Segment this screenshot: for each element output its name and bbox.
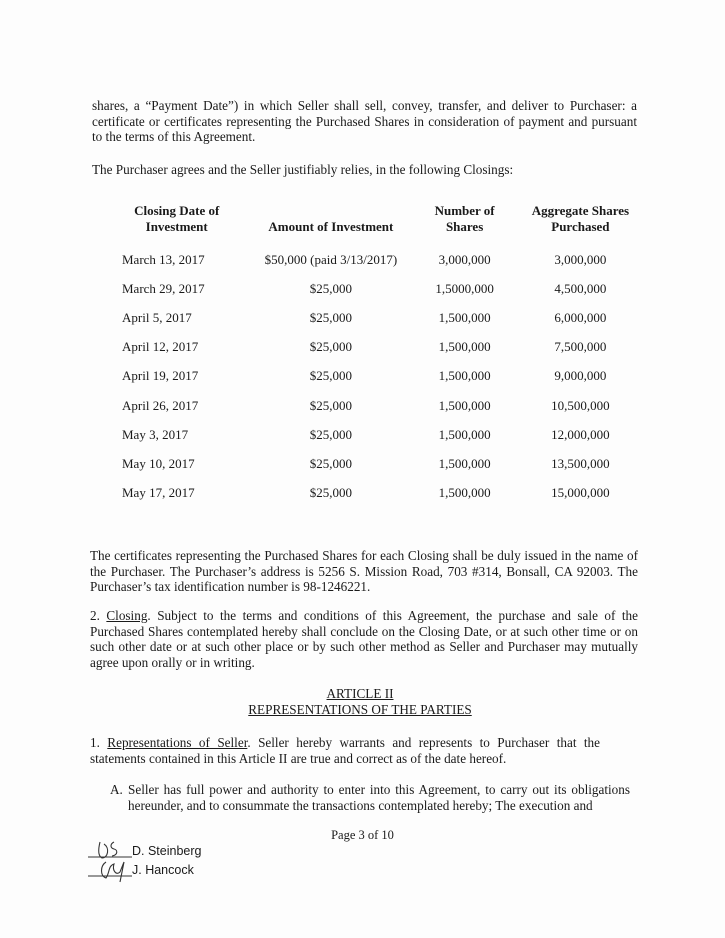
row-amount: $25,000 [309,309,353,325]
row-aggregate: 9,000,000 [554,368,607,384]
row-aggregate: 15,000,000 [551,485,610,501]
purchaser-agrees-paragraph [92,162,637,178]
row-amount: $25,000 [309,280,353,296]
article-number: ARTICLE II [326,686,394,701]
table-row [106,449,646,478]
continuation-text: shares, a “Payment Date”) in which Seller shall sell, convey, transfer, and deliver to Purchaser: a certificate or certificates representing the Purchased Shares in consideration of payment and pursuant to the terms of this Agreement. [92,98,637,144]
list-item-a [110,782,630,813]
signature-block [84,836,224,886]
closing-title: Closing [106,608,148,623]
table-row [106,362,646,391]
signature-name-1: D. Steinberg [132,844,202,858]
table-row [106,303,646,332]
row-amount: $25,000 [309,368,353,384]
row-amount: $25,000 [309,397,353,413]
closing-section [90,608,638,670]
row-date: April 26, 2017 [122,397,199,413]
certificates-paragraph [90,548,638,595]
closings-table [106,203,646,508]
reps-number: 1. [90,735,100,750]
row-date: April 19, 2017 [122,368,199,384]
row-amount: $25,000 [309,426,353,442]
certificates-text: The certificates representing the Purchased Shares for each Closing shall be duly issued in the name of the Purchaser. The Purchaser’s address is 5256 S. Mission Road, 703 #314, Bonsall, CA 92003. The Purchaser’s tax identification number is 98-1246221. [90,548,638,594]
closing-number: 2. [90,608,100,623]
reps-text: . Seller hereby warrants and represents to Purchaser that the statements contained in this Article II are true and correct as of the date hereof. [90,735,600,766]
row-aggregate: 10,500,000 [551,397,610,413]
continuation-paragraph [92,98,637,145]
row-date: March 13, 2017 [122,251,205,267]
header-number: Number of Shares [434,203,495,234]
article-heading [200,686,520,718]
representations-section [90,735,600,766]
row-number: 3,000,000 [438,251,491,267]
row-amount: $25,000 [309,339,353,355]
header-amount: Amount of Investment [268,219,394,234]
row-number: 1,500,000 [438,485,491,501]
signature-name-2: J. Hancock [132,863,194,877]
table-header-row [106,203,646,245]
table-row [106,391,646,420]
table-row [106,420,646,449]
row-number: 1,500,000 [438,455,491,471]
row-date: April 5, 2017 [122,309,192,325]
row-date: May 17, 2017 [122,485,195,501]
closing-text: . Subject to the terms and conditions of this Agreement, the purchase and sale of the Purchased Shares contemplated hereby shall conclude on the Closing Date, or at such other time or on such other date or at such other place or by such other method as Seller and Purchaser may mutually agree upon orally or in writing. [90,608,638,670]
reps-title: Representations of Seller [107,735,248,750]
list-item-text: Seller has full power and authority to enter into this Agreement, to carry out its obligations hereunder, and to consummate the transactions contemplated hereby; The execution and [128,782,630,813]
row-aggregate: 7,500,000 [554,339,607,355]
row-date: May 10, 2017 [122,455,195,471]
row-date: May 3, 2017 [122,426,189,442]
row-aggregate: 13,500,000 [551,455,610,471]
list-item-label: A. [110,782,123,797]
row-date: April 12, 2017 [122,339,199,355]
row-number: 1,500,000 [438,397,491,413]
header-closing-date: Closing Date of Investment [134,203,220,234]
table-row [106,333,646,362]
row-number: 1,500,000 [438,368,491,384]
row-aggregate: 6,000,000 [554,309,607,325]
table-row [106,245,646,274]
row-aggregate: 3,000,000 [554,251,607,267]
table-row [106,479,646,508]
table-row [106,274,646,303]
row-amount: $25,000 [309,455,353,471]
header-aggregate: Aggregate Shares Purchased [531,203,630,234]
row-number: 1,500,000 [438,309,491,325]
page-number: Page 3 of 10 [331,828,394,842]
row-number: 1,500,000 [438,426,491,442]
row-number: 1,5000,000 [435,280,494,296]
row-aggregate: 4,500,000 [554,280,607,296]
row-aggregate: 12,000,000 [551,426,610,442]
row-number: 1,500,000 [438,339,491,355]
row-amount: $25,000 [309,485,353,501]
row-amount: $50,000 (paid 3/13/2017) [264,251,398,267]
row-date: March 29, 2017 [122,280,205,296]
article-title: REPRESENTATIONS OF THE PARTIES [248,702,472,717]
purchaser-agrees-text: The Purchaser agrees and the Seller justifiably relies, in the following Closings: [92,162,514,177]
